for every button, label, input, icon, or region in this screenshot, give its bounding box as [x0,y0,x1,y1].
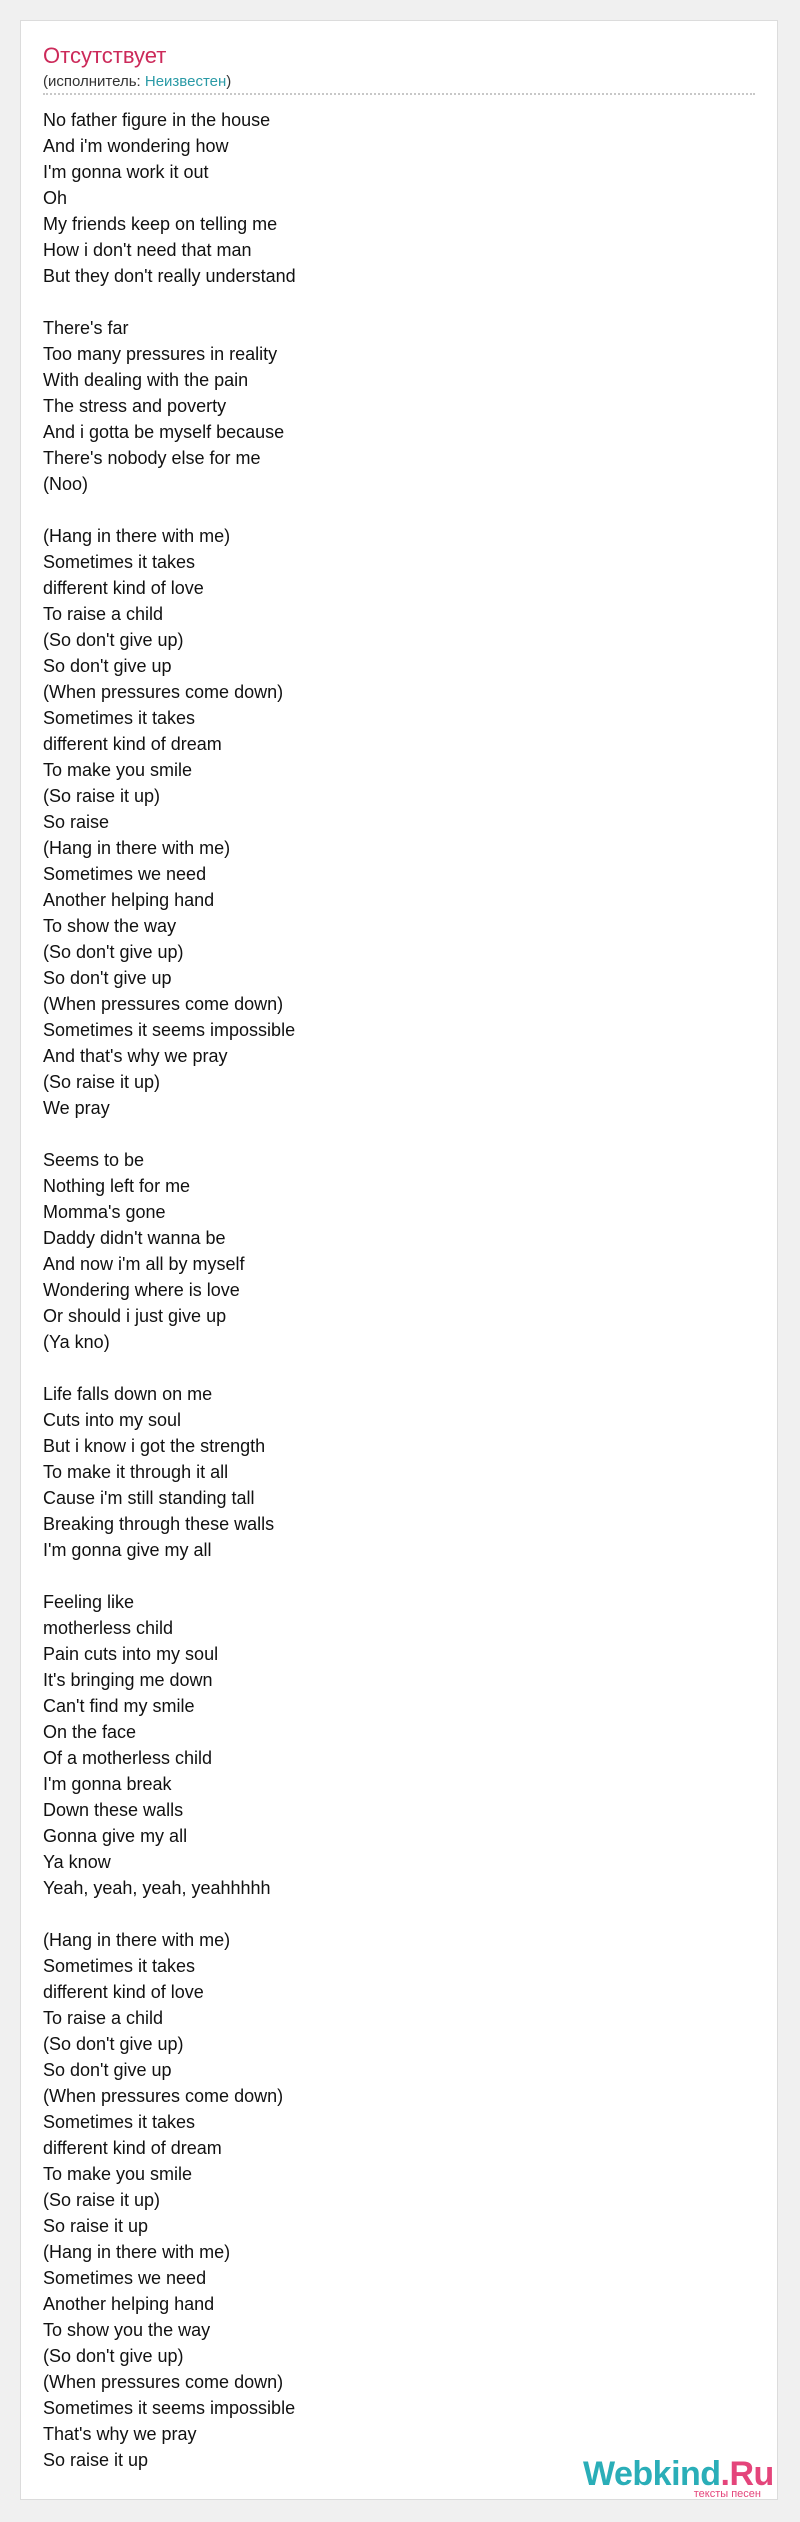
lyric-line: different kind of love [43,1982,204,2002]
lyric-line: Sometimes it takes [43,552,196,572]
lyric-line: But i know i got the strength [43,1436,266,1456]
lyric-line: With dealing with the pain [43,370,249,390]
lyric-line: Sometimes it takes [43,2112,196,2132]
lyric-line: There's nobody else for me [43,448,261,468]
lyric-line: We pray [43,1098,110,1118]
lyric-line: different kind of love [43,578,204,598]
lyric-line: Sometimes it takes [43,708,196,728]
stanza-break [43,497,296,523]
lyric-line: I'm gonna break [43,1774,172,1794]
lyric-line: But they don't really understand [43,266,296,286]
lyric-line: (Hang in there with me) [43,526,231,546]
lyric-line: And that's why we pray [43,1046,228,1066]
lyric-line: The stress and poverty [43,396,227,416]
lyric-line: Ya know [43,1852,111,1872]
lyric-line: I'm gonna work it out [43,162,209,182]
lyric-line: No father figure in the house [43,110,271,130]
lyric-line: (Hang in there with me) [43,1930,231,1950]
lyric-line: And i gotta be myself because [43,422,285,442]
lyric-line: Gonna give my all [43,1826,188,1846]
lyric-line: (When pressures come down) [43,2086,284,2106]
lyric-line: different kind of dream [43,734,222,754]
lyric-line: (Hang in there with me) [43,838,231,858]
performer-link[interactable]: Неизвестен [144,73,227,90]
lyric-line: So raise it up [43,2216,149,2236]
lyric-line: Can't find my smile [43,1696,195,1716]
logo-tagline: тексты песен [693,2488,761,2500]
lyric-line: (When pressures come down) [43,2372,284,2392]
lyric-line: So raise it up [43,2450,149,2470]
performer-prefix: (исполнитель: [43,73,145,90]
lyric-line: To make you smile [43,760,193,780]
lyric-line: Daddy didn't wanna be [43,1228,226,1248]
lyric-line: So don't give up [43,968,172,988]
lyric-line: (So don't give up) [43,942,184,962]
logo-tld: .Ru [720,2455,774,2493]
lyrics-card [20,20,778,2500]
lyric-line: To raise a child [43,2008,164,2028]
lyric-line: (So raise it up) [43,786,161,806]
lyric-line: Or should i just give up [43,1306,227,1326]
lyric-line: Another helping hand [43,890,215,910]
lyric-line: That's why we pray [43,2424,197,2444]
lyric-line: Down these walls [43,1800,184,1820]
lyric-line: So don't give up [43,656,172,676]
lyric-line: Seems to be [43,1150,145,1170]
lyric-line: different kind of dream [43,2138,222,2158]
lyric-line: So raise [43,812,110,832]
song-title: Отсутствует [43,43,167,68]
lyric-line: (Noo) [43,474,89,494]
lyric-line: (Ya kno) [43,1332,110,1352]
lyric-line: My friends keep on telling me [43,214,278,234]
lyric-line: Of a motherless child [43,1748,213,1768]
lyric-line: Cause i'm still standing tall [43,1488,255,1508]
lyric-line: (Hang in there with me) [43,2242,231,2262]
stanza-break [43,1563,296,1589]
lyric-line: (When pressures come down) [43,994,284,1014]
performer-line [43,73,231,90]
lyric-line: Nothing left for me [43,1176,191,1196]
lyric-line: (So don't give up) [43,2034,184,2054]
lyrics-text [43,107,296,2473]
lyric-line: (So don't give up) [43,630,184,650]
lyric-line: Too many pressures in reality [43,344,278,364]
stanza-break [43,1355,296,1381]
stanza-break [43,1121,296,1147]
lyric-line: Cuts into my soul [43,1410,182,1430]
lyric-line: To make it through it all [43,1462,229,1482]
lyric-line: And now i'm all by myself [43,1254,245,1274]
lyric-line: Oh [43,188,68,208]
lyric-line: Breaking through these walls [43,1514,275,1534]
lyric-line: (When pressures come down) [43,682,284,702]
lyric-line: Another helping hand [43,2294,215,2314]
lyric-line: (So raise it up) [43,2190,161,2210]
stanza-break [43,289,296,315]
lyric-line: So don't give up [43,2060,172,2080]
lyric-line: Sometimes we need [43,2268,207,2288]
lyric-line: Momma's gone [43,1202,166,1222]
lyric-line: It's bringing me down [43,1670,213,1690]
lyric-line: Sometimes it takes [43,1956,196,1976]
stanza-break [43,1901,296,1927]
lyric-line: (So don't give up) [43,2346,184,2366]
lyric-line: Sometimes it seems impossible [43,2398,296,2418]
lyric-line: Sometimes we need [43,864,207,884]
lyric-line: Feeling like [43,1592,135,1612]
site-logo[interactable] [583,2455,774,2500]
lyric-line: Pain cuts into my soul [43,1644,219,1664]
lyric-line: Yeah, yeah, yeah, yeahhhhh [43,1878,271,1898]
lyric-line: I'm gonna give my all [43,1540,212,1560]
lyric-line: Sometimes it seems impossible [43,1020,296,1040]
lyric-line: Wondering where is love [43,1280,240,1300]
lyric-line: Life falls down on me [43,1384,213,1404]
performer-suffix: ) [226,73,232,90]
lyric-line: To show you the way [43,2320,211,2340]
title-divider [43,93,755,95]
lyric-line: There's far [43,318,129,338]
lyric-line: And i'm wondering how [43,136,229,156]
lyric-line: To make you smile [43,2164,193,2184]
lyric-line: How i don't need that man [43,240,252,260]
lyric-line: On the face [43,1722,137,1742]
lyric-line: (So raise it up) [43,1072,161,1092]
logo-brand: Webkind [583,2455,721,2493]
lyric-line: To show the way [43,916,177,936]
lyric-line: motherless child [43,1618,174,1638]
lyric-line: To raise a child [43,604,164,624]
